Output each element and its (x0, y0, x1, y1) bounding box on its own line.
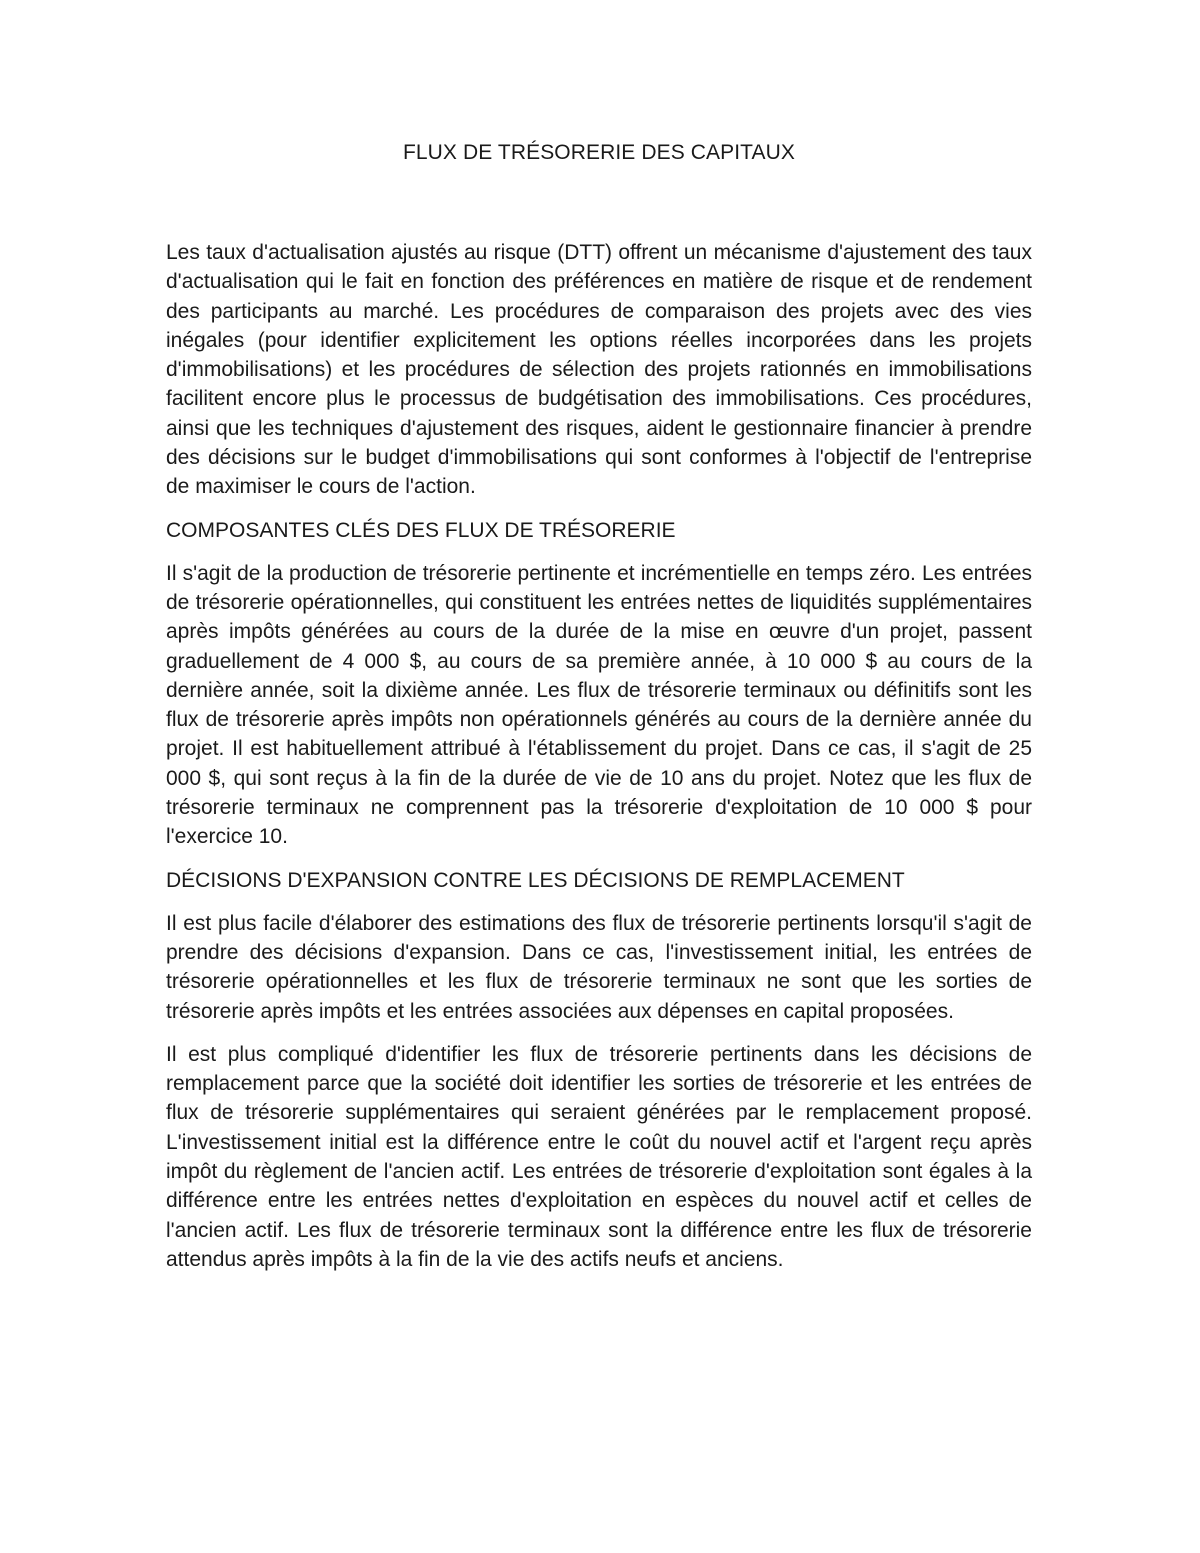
key-components-paragraph: Il s'agit de la production de trésorerie pertinente et incrémentielle en temps zéro. Les entrées de trésorerie opérationnelles, qui constituent les entrées nettes de liquidités supplémentaires après impôts générées au cours de la durée de la mise en œuvre d'un projet, passent graduellement de 4 000 $, au cours de sa première année, à 10 000 $ au cours de la dernière année, soit la dixième année. Les flux de trésorerie terminaux ou définitifs sont les flux de trésorerie après impôts non opérationnels générés au cours de la dernière année du projet. Il est habituellement attribué à l'établissement du projet. Dans ce cas, il s'agit de 25 000 $, qui sont reçus à la fin de la durée de vie de 10 ans du projet. Notez que les flux de trésorerie terminaux ne comprennent pas la trésorerie d'exploitation de 10 000 $ pour l'exercice 10. (166, 561, 1032, 849)
section-heading-key-components: COMPOSANTES CLÉS DES FLUX DE TRÉSORERIE (166, 518, 676, 542)
section-heading-expansion-vs-replacement: DÉCISIONS D'EXPANSION CONTRE LES DÉCISIONS DE REMPLACEMENT (166, 868, 905, 892)
intro-paragraph: Les taux d'actualisation ajustés au risque (DTT) offrent un mécanisme d'ajustement des taux d'actualisation qui le fait en fonction des préférences en matière de risque et de rendement des participants au marché. Les procédures de comparaison des projets avec des vies inégales (pour identifier explicitement les options réelles incorporées dans les projets d'immobilisations) et les procédures de sélection des projets rationnés en immobilisations facilitent encore plus le processus de budgétisation des immobilisations. Ces procédures, ainsi que les techniques d'ajustement des risques, aident le gestionnaire financier à prendre des décisions sur le budget d'immobilisations qui sont conformes à l'objectif de l'entreprise de maximiser le cours de l'action. (166, 241, 1032, 499)
document-page (166, 138, 1032, 1288)
document-title: FLUX DE TRÉSORERIE DES CAPITAUX (402, 141, 796, 164)
expansion-paragraph: Il est plus facile d'élaborer des estimations des flux de trésorerie pertinents lorsqu'il s'agit de prendre des décisions d'expansion. Dans ce cas, l'investissement initial, les entrées de trésorerie opérationnelles et les flux de trésorerie terminaux ne sont que les sorties de trésorerie après impôts et les entrées associées aux dépenses en capital proposées. (166, 911, 1032, 1023)
replacement-paragraph: Il est plus compliqué d'identifier les flux de trésorerie pertinents dans les décisions de remplacement parce que la société doit identifier les sorties de trésorerie et les entrées de flux de trésorerie supplémentaires qui seraient générées par le remplacement proposé. L'investissement initial est la différence entre le coût du nouvel actif et l'argent reçu après impôt du règlement de l'ancien actif. Les entrées de trésorerie d'exploitation sont égales à la différence entre les entrées nettes d'exploitation en espèces du nouvel actif et celles de l'ancien actif. Les flux de trésorerie terminaux sont la différence entre les flux de trésorerie attendus après impôts à la fin de la vie des actifs neufs et anciens. (166, 1042, 1032, 1271)
